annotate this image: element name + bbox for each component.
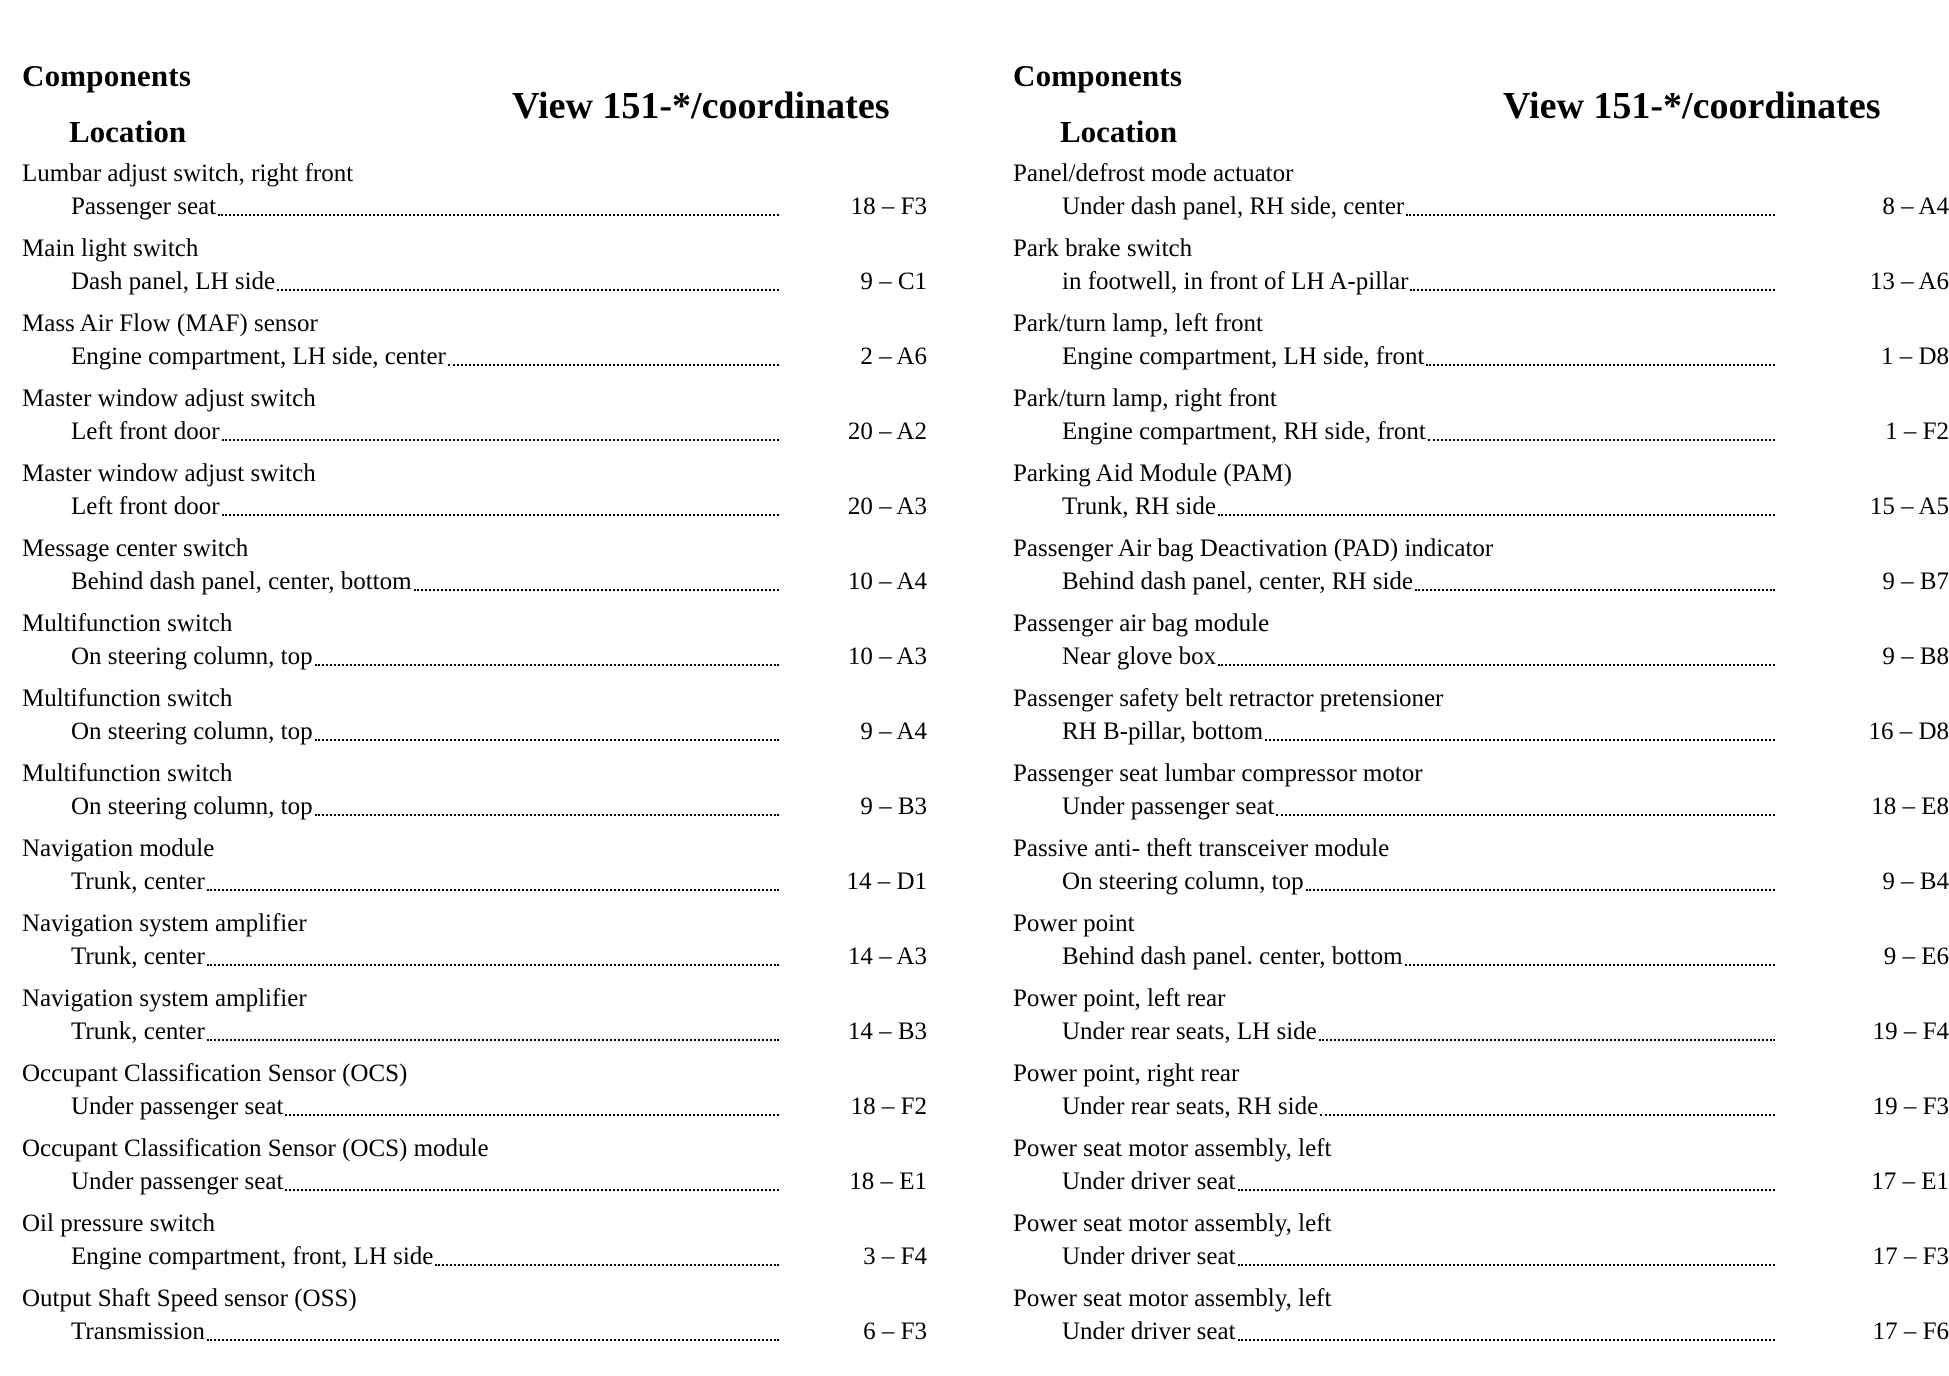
view-coordinate: 1 – F2: [1885, 418, 1949, 445]
view-coordinate: 17 – F6: [1872, 1318, 1949, 1345]
component-location: Left front door: [71, 493, 220, 520]
component-location: Trunk, center: [71, 943, 205, 970]
dot-leader: [207, 1339, 779, 1341]
list-item: [1013, 232, 1949, 307]
component-name: Panel/defrost mode actuator: [1013, 160, 1294, 187]
view-coordinate: 9 – E6: [1883, 943, 1949, 970]
component-name: Passenger air bag module: [1013, 610, 1270, 637]
view-coordinate: 15 – A5: [1869, 493, 1949, 520]
dot-leader: [1306, 889, 1775, 891]
component-name: Power seat motor assembly, left: [1013, 1210, 1332, 1237]
dot-leader: [222, 439, 779, 441]
dot-leader: [1238, 1264, 1775, 1266]
component-location: Under rear seats, RH side: [1062, 1093, 1319, 1120]
component-location: On steering column, top: [71, 718, 313, 745]
location-row: [1062, 265, 1775, 298]
component-location: Near glove box: [1062, 643, 1217, 670]
component-location: Engine compartment, LH side, front: [1062, 343, 1425, 370]
view-coordinate: 1 – D8: [1880, 343, 1949, 370]
location-row: [71, 1240, 779, 1273]
view-coordinate: 9 – B4: [1882, 868, 1949, 895]
list-item: [1013, 682, 1949, 757]
component-name: Park/turn lamp, left front: [1013, 310, 1263, 337]
location-row: [71, 340, 779, 373]
list-item: [1013, 982, 1949, 1057]
view-coordinate: 9 – B7: [1882, 568, 1949, 595]
view-coordinate: 9 – B3: [860, 793, 927, 820]
component-location: Trunk, center: [71, 868, 205, 895]
component-location: Behind dash panel. center, bottom: [1062, 943, 1403, 970]
list-item: [22, 307, 952, 382]
dot-leader: [1238, 1189, 1775, 1191]
dot-leader: [222, 514, 779, 516]
component-location: RH B-pillar, bottom: [1062, 718, 1264, 745]
component-name: Lumbar adjust switch, right front: [22, 160, 354, 187]
component-name: Multifunction switch: [22, 610, 233, 637]
list-item: [1013, 382, 1949, 457]
location-row: [1062, 340, 1775, 373]
location-row: [71, 790, 779, 823]
dot-leader: [315, 664, 779, 666]
component-location: Under rear seats, LH side: [1062, 1018, 1317, 1045]
dot-leader: [1265, 739, 1775, 741]
component-name: Power point: [1013, 910, 1135, 937]
dot-leader: [207, 1039, 779, 1041]
component-location: On steering column, top: [71, 643, 313, 670]
component-name: Multifunction switch: [22, 760, 233, 787]
dot-leader: [1406, 214, 1775, 216]
view-coordinate: 8 – A4: [1882, 193, 1949, 220]
view-coordinates-heading: View 151-*/coordinates: [1503, 85, 1881, 127]
component-location: Behind dash panel, center, bottom: [71, 568, 412, 595]
location-row: [71, 1015, 779, 1048]
component-name: Message center switch: [22, 535, 249, 562]
view-coordinate: 14 – A3: [847, 943, 927, 970]
components-heading: Components: [22, 58, 192, 93]
right-column: [1013, 0, 1949, 1376]
location-row: [1062, 1165, 1775, 1198]
dot-leader: [435, 1264, 779, 1266]
component-name: Passenger Air bag Deactivation (PAD) indicator: [1013, 535, 1494, 562]
view-coordinate: 16 – D8: [1868, 718, 1949, 745]
dot-leader: [1238, 1339, 1775, 1341]
dot-leader: [1405, 964, 1775, 966]
component-location: Behind dash panel, center, RH side: [1062, 568, 1413, 595]
dot-leader: [285, 1189, 779, 1191]
component-list: [22, 157, 952, 1357]
view-coordinate: 20 – A3: [847, 493, 927, 520]
view-coordinate: 14 – D1: [846, 868, 927, 895]
location-row: [1062, 190, 1775, 223]
list-item: [1013, 532, 1949, 607]
list-item: [22, 757, 952, 832]
location-row: [1062, 715, 1775, 748]
view-coordinate: 14 – B3: [847, 1018, 927, 1045]
component-name: Passenger seat lumbar compressor motor: [1013, 760, 1423, 787]
view-coordinate: 18 – F3: [850, 193, 927, 220]
component-location: Trunk, center: [71, 1018, 205, 1045]
location-row: [71, 490, 779, 523]
location-row: [1062, 565, 1775, 598]
location-row: [71, 565, 779, 598]
component-name: Power point, right rear: [1013, 1060, 1240, 1087]
component-location: Dash panel, LH side: [71, 268, 276, 295]
location-row: [71, 715, 779, 748]
list-item: [22, 982, 952, 1057]
list-item: [1013, 307, 1949, 382]
location-row: [71, 940, 779, 973]
component-location: Under dash panel, RH side, center: [1062, 193, 1405, 220]
component-name: Navigation system amplifier: [22, 910, 307, 937]
list-item: [22, 1207, 952, 1282]
view-coordinates-heading: View 151-*/coordinates: [512, 85, 890, 127]
dot-leader: [285, 1114, 779, 1116]
location-row: [71, 265, 779, 298]
view-coordinate: 18 – E1: [849, 1168, 927, 1195]
list-item: [1013, 1282, 1949, 1357]
location-row: [71, 1090, 779, 1123]
component-location: Engine compartment, front, LH side: [71, 1243, 434, 1270]
component-location: in footwell, in front of LH A-pillar: [1062, 268, 1409, 295]
dot-leader: [1410, 289, 1775, 291]
component-name: Occupant Classification Sensor (OCS): [22, 1060, 408, 1087]
component-name: Park brake switch: [1013, 235, 1193, 262]
location-row: [71, 415, 779, 448]
component-location: Transmission: [71, 1318, 205, 1345]
component-location: On steering column, top: [71, 793, 313, 820]
list-item: [22, 1057, 952, 1132]
dot-leader: [1218, 664, 1775, 666]
view-coordinate: 17 – E1: [1871, 1168, 1949, 1195]
left-column: [22, 0, 952, 1376]
view-coordinate: 3 – F4: [863, 1243, 927, 1270]
location-row: [1062, 1090, 1775, 1123]
component-name: Master window adjust switch: [22, 460, 316, 487]
list-item: [22, 832, 952, 907]
component-location: Under passenger seat: [71, 1093, 284, 1120]
component-name: Navigation system amplifier: [22, 985, 307, 1012]
location-row: [1062, 415, 1775, 448]
component-location: Under driver seat: [1062, 1168, 1236, 1195]
location-row: [1062, 940, 1775, 973]
component-location: Passenger seat: [71, 193, 217, 220]
dot-leader: [315, 739, 779, 741]
location-row: [1062, 1240, 1775, 1273]
view-coordinate: 9 – C1: [860, 268, 927, 295]
component-location: Engine compartment, LH side, center: [71, 343, 446, 370]
component-name: Park/turn lamp, right front: [1013, 385, 1277, 412]
location-row: [1062, 1015, 1775, 1048]
list-item: [22, 607, 952, 682]
dot-leader: [1426, 364, 1775, 366]
component-list: [1013, 157, 1949, 1357]
location-heading: Location: [1060, 114, 1178, 149]
location-row: [1062, 1315, 1775, 1348]
view-coordinate: 6 – F3: [863, 1318, 927, 1345]
component-location: Trunk, RH side: [1062, 493, 1216, 520]
dot-leader: [1319, 1039, 1775, 1041]
view-coordinate: 19 – F4: [1872, 1018, 1949, 1045]
component-name: Oil pressure switch: [22, 1210, 216, 1237]
dot-leader: [277, 289, 779, 291]
dot-leader: [1276, 814, 1775, 816]
view-coordinate: 10 – A4: [847, 568, 927, 595]
component-location: Under passenger seat: [1062, 793, 1275, 820]
dot-leader: [414, 589, 779, 591]
list-item: [1013, 157, 1949, 232]
view-coordinate: 2 – A6: [860, 343, 927, 370]
view-coordinate: 10 – A3: [847, 643, 927, 670]
view-coordinate: 17 – F3: [1872, 1243, 1949, 1270]
components-heading: Components: [1013, 58, 1183, 93]
component-location: Engine compartment, RH side, front: [1062, 418, 1426, 445]
dot-leader: [448, 364, 779, 366]
component-name: Parking Aid Module (PAM): [1013, 460, 1292, 487]
component-name: Occupant Classification Sensor (OCS) module: [22, 1135, 489, 1162]
component-name: Passive anti- theft transceiver module: [1013, 835, 1390, 862]
list-item: [22, 907, 952, 982]
component-location: Under passenger seat: [71, 1168, 284, 1195]
dot-leader: [1415, 589, 1775, 591]
list-item: [22, 232, 952, 307]
list-item: [1013, 607, 1949, 682]
dot-leader: [315, 814, 779, 816]
component-location: Under driver seat: [1062, 1318, 1236, 1345]
component-name: Main light switch: [22, 235, 199, 262]
view-coordinate: 9 – B8: [1882, 643, 1949, 670]
list-item: [22, 682, 952, 757]
list-item: [22, 532, 952, 607]
component-location: On steering column, top: [1062, 868, 1304, 895]
list-item: [22, 157, 952, 232]
component-name: Output Shaft Speed sensor (OSS): [22, 1285, 357, 1312]
location-heading: Location: [69, 114, 187, 149]
list-item: [1013, 1057, 1949, 1132]
location-row: [1062, 790, 1775, 823]
location-row: [1062, 490, 1775, 523]
list-item: [22, 1132, 952, 1207]
list-item: [1013, 1132, 1949, 1207]
list-item: [22, 1282, 952, 1357]
component-name: Mass Air Flow (MAF) sensor: [22, 310, 318, 337]
view-coordinate: 19 – F3: [1872, 1093, 1949, 1120]
component-location: Under driver seat: [1062, 1243, 1236, 1270]
list-item: [1013, 457, 1949, 532]
component-location: Left front door: [71, 418, 220, 445]
dot-leader: [1320, 1114, 1775, 1116]
dot-leader: [1428, 439, 1775, 441]
location-row: [71, 1315, 779, 1348]
location-row: [71, 865, 779, 898]
component-name: Multifunction switch: [22, 685, 233, 712]
view-coordinate: 13 – A6: [1869, 268, 1949, 295]
list-item: [1013, 1207, 1949, 1282]
location-row: [71, 640, 779, 673]
component-name: Passenger safety belt retractor pretensioner: [1013, 685, 1444, 712]
view-coordinate: 20 – A2: [847, 418, 927, 445]
component-name: Master window adjust switch: [22, 385, 316, 412]
list-item: [22, 457, 952, 532]
view-coordinate: 18 – E8: [1871, 793, 1949, 820]
location-row: [1062, 865, 1775, 898]
component-name: Navigation module: [22, 835, 215, 862]
list-item: [1013, 757, 1949, 832]
dot-leader: [207, 964, 779, 966]
dot-leader: [1218, 514, 1775, 516]
location-row: [1062, 640, 1775, 673]
dot-leader: [218, 214, 779, 216]
component-name: Power seat motor assembly, left: [1013, 1285, 1332, 1312]
list-item: [1013, 907, 1949, 982]
component-name: Power point, left rear: [1013, 985, 1226, 1012]
view-coordinate: 18 – F2: [850, 1093, 927, 1120]
list-item: [22, 382, 952, 457]
list-item: [1013, 832, 1949, 907]
dot-leader: [207, 889, 779, 891]
location-row: [71, 190, 779, 223]
component-name: Power seat motor assembly, left: [1013, 1135, 1332, 1162]
view-coordinate: 9 – A4: [860, 718, 927, 745]
location-row: [71, 1165, 779, 1198]
